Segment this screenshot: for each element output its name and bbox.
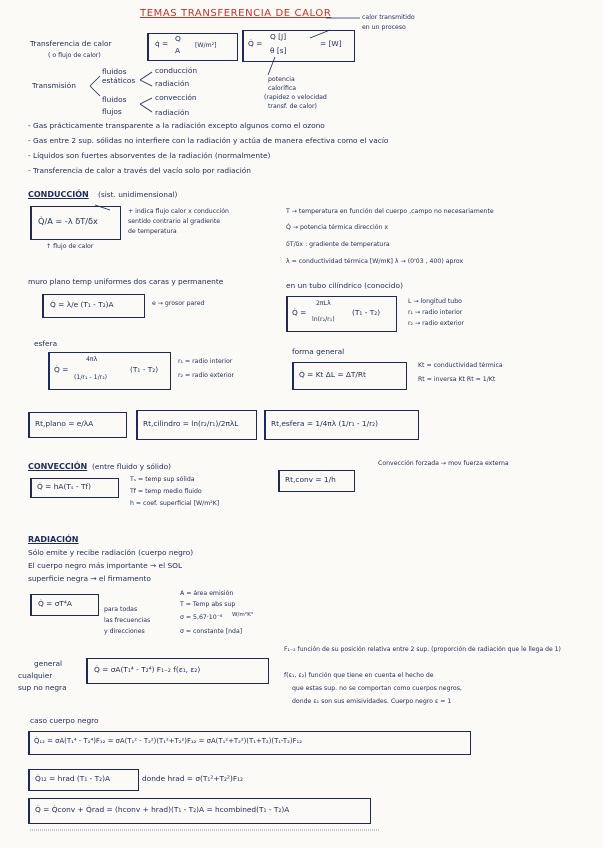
heat-flux-box: q̇ = Q A [W/m²] [147,33,238,61]
conveccion-formula-box: Q̇ = hA(Tₛ - Tf) [30,478,119,498]
conveccion-subheading: (entre fluido y sólido) [92,462,172,471]
rad-sigma: σ = 5,67·10⁻⁸ [180,614,223,621]
rt-esfera-box: Rt,esfera = 1/4πλ (1/r₁ - 1/r₂) [264,410,419,440]
para-2: las frecuencias [104,617,151,624]
def-grad: δT/δx : gradiente de temperatura [286,241,390,248]
fluidos-estaticos2: estáticos [102,76,136,85]
forma-rt: Rt = inversa Kt Rt = 1/Kt [418,376,496,383]
esfera-text: esfera [34,339,58,348]
conduccion-item: conducción [155,66,198,75]
law-note-2: sentido contrario al gradiente [128,218,221,225]
note-rapidez2: transf. de calor) [268,103,317,110]
esfera-r1: r₁ = radio interior [178,358,233,365]
page-title: TEMAS TRANSFERENCIA DE CALOR [140,8,332,19]
fourier-law-box: Q̇/A = -λ δT/δx [30,206,121,240]
conveccion-forzada: Convección forzada → mov fuerza externa [378,460,509,467]
transmision-label: Transmisión [32,81,76,90]
conveccion-heading: CONVECCIÓN [28,462,88,471]
caso-label: caso cuerpo negro [30,716,99,725]
bullet-1: - Gas prácticamente transparente a la radiación excepto algunos como el ozono [28,121,325,130]
note-rapidez: (rapidez o velocidad [264,94,327,101]
para-1: para todas [104,606,138,613]
hrad-formula-box: Q̇₁₂ = hrad (T₁ - T₂)A [28,769,139,791]
conveccion-item: convección [155,93,197,102]
power-box: Q̇ = Q [J] θ [s] = [W] [242,30,355,62]
transferencia-sub: ( o flujo de calor) [48,52,101,59]
fluidos-estaticos: fluidos [102,67,127,76]
note-tiempo: en un proceso [362,24,406,31]
flujos-item: flujos [102,107,122,116]
rt-cilindro-box: Rt,cilindro = ln(r₂/r₁)/2πλL [136,410,257,440]
law-note-3: de temperatura [128,228,177,235]
note-calorifica: calorífica [268,85,297,92]
conveccion-tf: Tf = temp medio fluido [130,488,202,495]
def-lambda: λ = conductividad térmica [W/mK] λ → (0'03 , 400) aprox [286,258,464,265]
f12-text: F₁₋₂ función de su posición relativa entre 2 sup. (proporción de radiación que le llega de 1) [284,646,561,653]
q-units: [W/m²] [195,42,217,49]
feps-text-1: f(ε₁, ε₂) función que tiene en cuenta el hecho de [284,672,434,679]
fluidos-item: fluidos [102,95,127,104]
feps-text-2: que estas sup. no se comportan como cuerpos negros, [292,685,462,692]
bullet-4: - Transferencia de calor a través del vacío solo por radiación [28,166,251,175]
def-T: T → temperatura en función del cuerpo ,campo no necesariamente [286,208,494,215]
tubo-formula-box: Q̇ = 2πLλ ln(r₂/r₁) (T₁ - T₂) [286,296,397,332]
rad-Tsup: T = Temp abs sup [180,601,236,608]
radiacion-line-3: superficie negra → el firmamento [28,574,151,583]
general-label-2: cualquier [18,671,53,680]
general-formula-box: Q̇ = σA(T₁⁴ - T₂⁴) F₁₋₂ f(ε₁, ε₂) [86,658,269,684]
flujo-note: ↑ flujo de calor [46,243,94,250]
combined-formula-box: Q̇ = Q̇conv + Q̇rad = (hconv + hrad)(T₁ - T₂)A = hcombined(T₁ - T₂)A [28,798,371,824]
esfera-formula-box: Q̇ = 4πλ (1/r₁ - 1/r₂) (T₁ - T₂) [48,352,171,390]
law-note-1: + indica flujo calor x conducción [128,208,229,215]
conveccion-ts: Tₛ = temp sup sólida [130,476,195,483]
para-3: y direcciones [104,628,145,635]
caso-formula-box: Q̇₁₂ = σA(T₁⁴ - T₂⁴)F₁₂ = σA(T₁² - T₂²)(T₁²+T₂²)F₁₂ = σA(T₁²+T₂²)(T₁+T₂)(T₁-T₂)F₁₂ [28,731,471,755]
forma-kt: Kt = conductividad térmica [418,362,503,369]
rad-sigma-units: W/m²K⁴ [232,612,254,618]
tubo-r1: r₁ → radio interior [408,309,463,316]
rt-plano-box: Rt,plano = e/λA [28,412,127,438]
muro-e: e → grosor pared [152,300,205,307]
radiacion2-item: radiación [155,108,190,117]
radiacion-heading: RADIACIÓN [28,535,79,544]
hrad-def: donde hrad = σ(T₁²+T₂²)F₁₂ [142,774,244,783]
transferencia-label: Transferencia de calor [30,39,112,48]
forma-text: forma general [292,347,345,356]
def-Q: Q̇ → potencia térmica dirección x [286,224,389,231]
conduccion-heading: CONDUCCIÓN [28,190,89,199]
muro-text: muro plano temp uniformes dos caras y permanente [28,277,224,286]
feps-text-3: donde ε₁ son sus emisividades. Cuerpo negro ε = 1 [292,698,452,705]
bullet-3: - Líquidos son fuertes absorventes de la radiación (normalmente) [28,151,271,160]
general-label-1: general [34,659,63,668]
radiacion-line-1: Sólo emite y recibe radiación (cuerpo negro) [28,548,194,557]
tubo-text: en un tubo cilíndrico (conocido) [286,281,403,290]
conduccion-subheading: (sist. unidimensional) [98,190,178,199]
radiacion-item: radiación [155,79,190,88]
conveccion-h: h = coef. superficial [W/m²K] [130,500,220,507]
note-potencia: potencia [268,76,295,83]
stefan-formula-box: Q̇ = σT⁴A [30,594,99,616]
rt-conv-box: Rt,conv = 1/h [278,470,355,492]
tubo-L: L → longitud tubo [408,298,462,305]
forma-formula-box: Q̇ = Kt ΔL = ΔT/Rt [292,362,407,390]
bullet-2: - Gas entre 2 sup. sólidas no interfiere con la radiación y actúa de manera efectiva como el vacío [28,136,389,145]
rad-A: A = área emisión [180,590,234,597]
rad-sigma-name: σ = constante [nda] [180,628,243,635]
note-calor: calor transmitido [362,14,415,21]
tubo-r2: r₂ → radio exterior [408,320,465,327]
muro-formula-box: Q̇ = λ/e (T₁ - T₂)A [42,294,145,318]
esfera-r2: r₂ = radio exterior [178,372,235,379]
radiacion-line-2: El cuerpo negro más importante → el SOL [28,561,183,570]
general-label-3: sup no negra [18,683,67,692]
